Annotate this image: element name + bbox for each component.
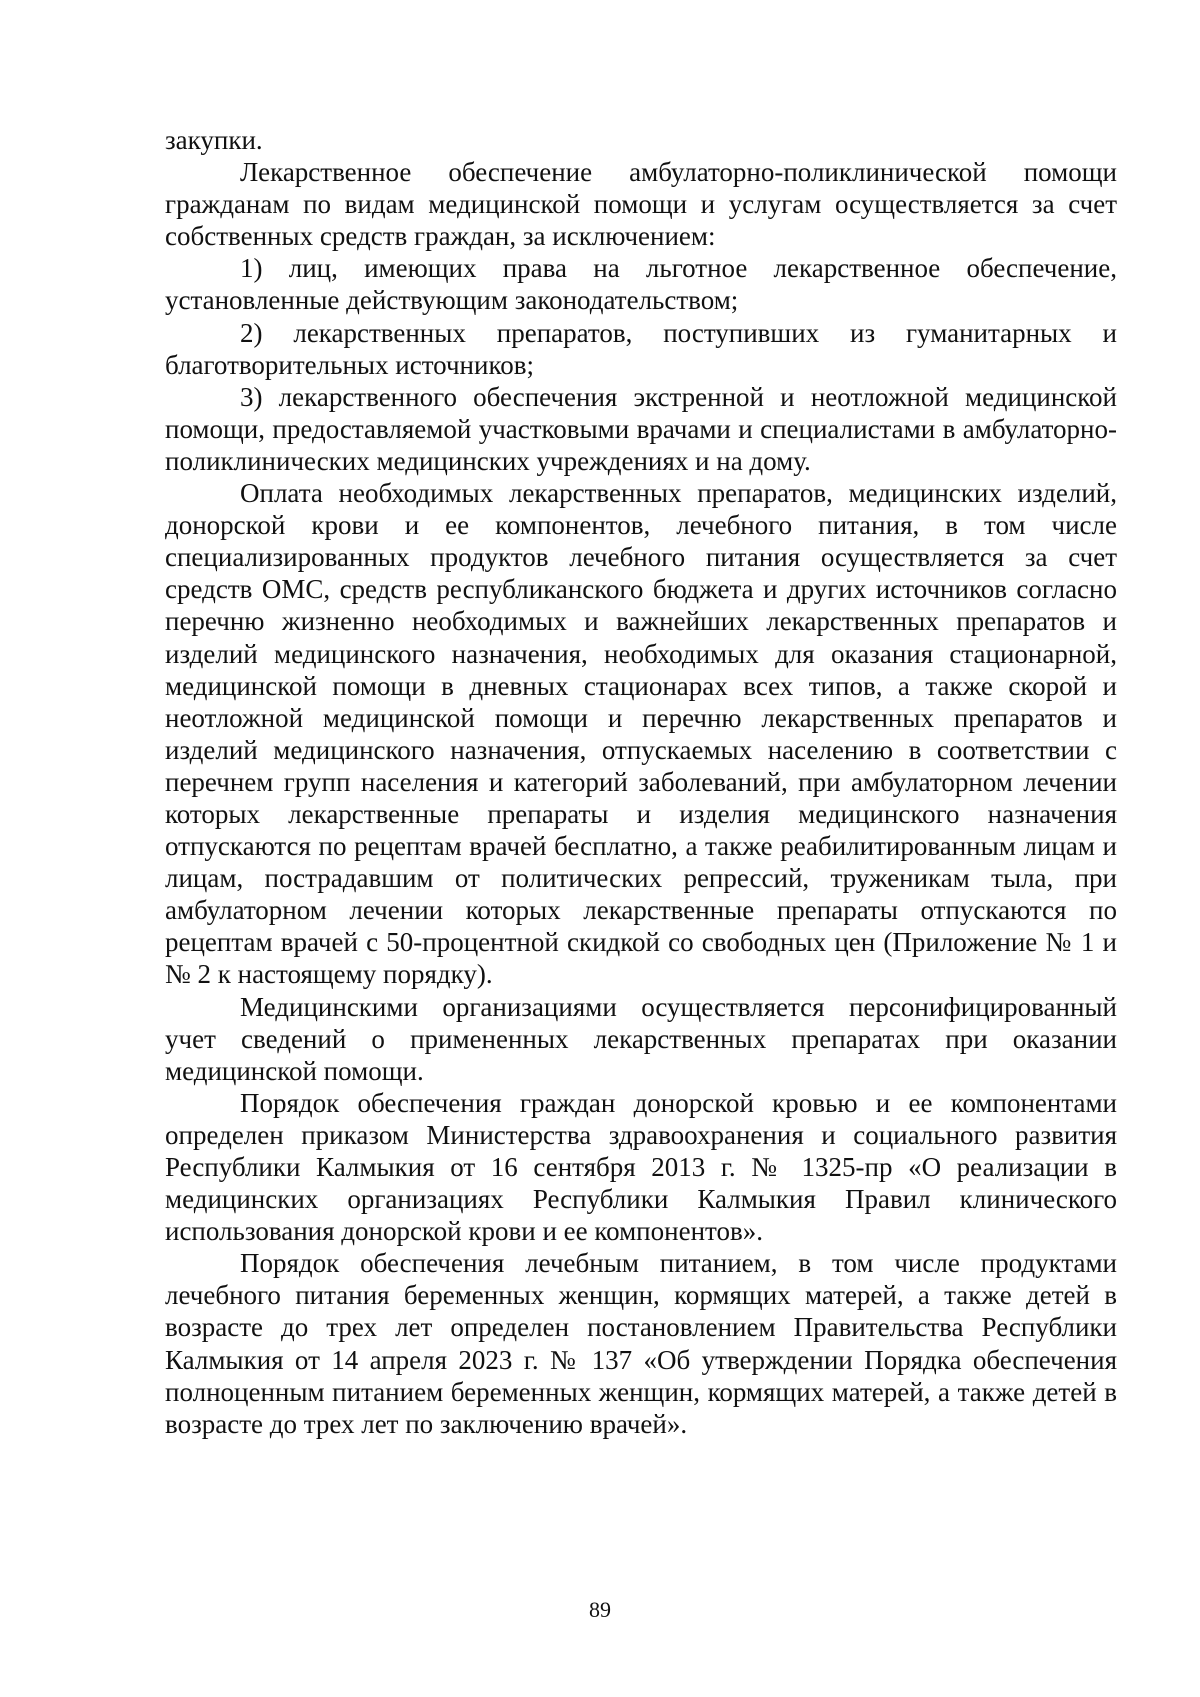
page-number: 89 [589,1597,611,1622]
list-item-3: 3) лекарственного обеспечения экстренной и неотложной медицинской помощи, предоставляемой участковыми врачами и специалистами в амбулаторно-поликлинических медицинских учреждениях и на дому. [165,381,1117,476]
list-item-2: 2) лекарственных препаратов, поступивших из гуманитарных и благотворительных источников; [165,317,1117,380]
body-text [165,124,1117,1440]
list-item-1: 1) лиц, имеющих права на льготное лекарственное обеспечение, установленные действующим законодательством; [165,253,1117,316]
paragraph-payment: Оплата необходимых лекарственных препаратов, медицинских изделий, донорской крови и ее компонентов, лечебного питания, в том числе специализированных продуктов лечебного питания осуществляется за счет средств ОМС, средств республиканского бюджета и других источников согласно перечню жизненно необходимых и важнейших лекарственных препаратов и изделий медицинского назначения, необходимых для оказания стационарной, медицинской помощи в дневных стационарах всех типов, а также скорой и неотложной медицинской помощи и перечню лекарственных препаратов и изделий медицинского назначения, отпускаемых населению в соответствии с перечнем групп населения и категорий заболеваний, при амбулаторном лечении которых лекарственные препараты и изделия медицинского назначения отпускаются по рецептам врачей бесплатно, а также реабилитированным лицам и лицам, пострадавшим от политических репрессий, труженикам тыла, при амбулаторном лечении которых лекарственные препараты отпускаются по рецептам врачей с 50-процентной скидкой со свободных цен (Приложение № 1 и № 2 к настоящему порядку). [165,478,1117,990]
paragraph-donor-blood: Порядок обеспечения граждан донорской кровью и ее компонентами определен приказом Министерства здравоохранения и социального развития Республики Калмыкия от 16 сентября 2013 г. № 1325-пр «О реализации в медицинских организациях Республики Калмыкия Правил клинического использования донорской крови и ее компонентов». [165,1087,1117,1247]
paragraph-continuation: закупки. [165,125,263,155]
paragraph-records: Медицинскими организациями осуществляется персонифицированный учет сведений о примененных лекарственных препаратах при оказании медицинской помощи. [165,991,1117,1086]
paragraph-nutrition: Порядок обеспечения лечебным питанием, в том числе продуктами лечебного питания беременных женщин, кормящих матерей, а также детей в возрасте до трех лет определен постановлением Правительства Республики Калмыкия от 14 апреля 2023 г. № 137 «Об утверждении Порядка обеспечения полноценным питанием беременных женщин, кормящих матерей, а также детей в возрасте до трех лет по заключению врачей». [165,1248,1117,1439]
paragraph-drug-supply-intro: Лекарственное обеспечение амбулаторно-поликлинической помощи гражданам по видам медицинской помощи и услугам осуществляется за счет собственных средств граждан, за исключением: [165,157,1117,252]
